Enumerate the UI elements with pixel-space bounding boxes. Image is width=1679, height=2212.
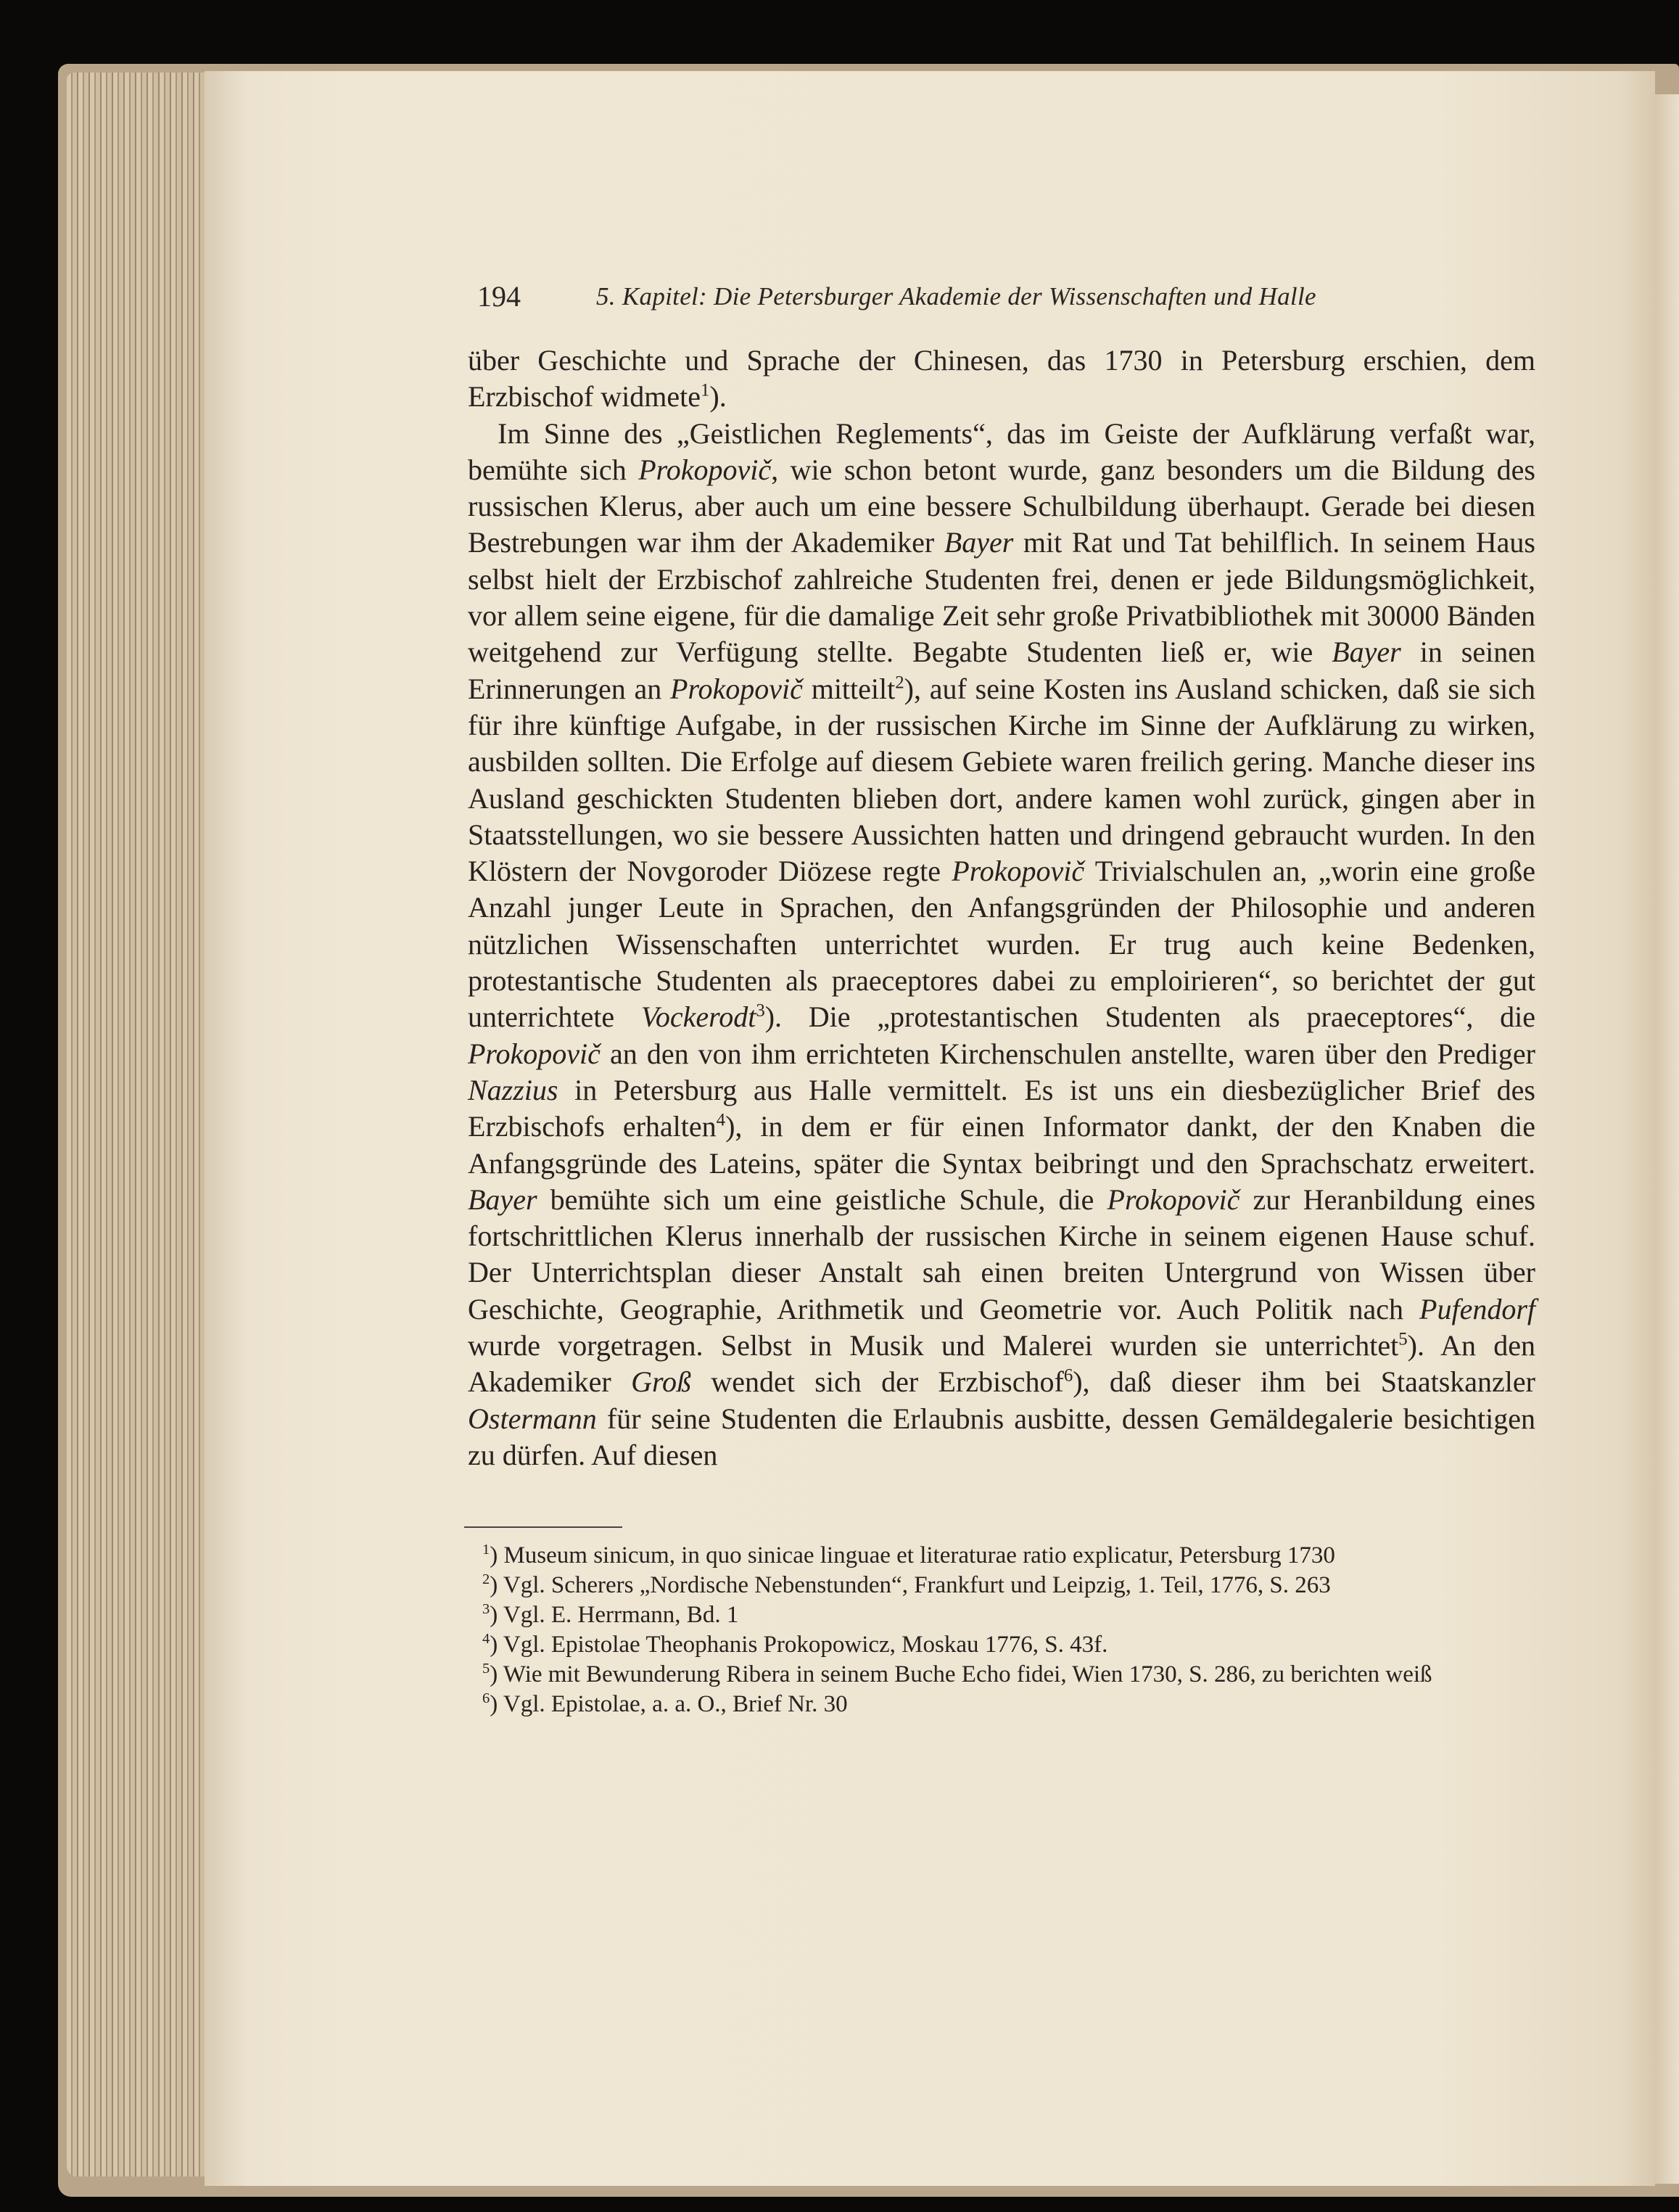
- italic-name: Pufendorf: [1419, 1292, 1535, 1325]
- footnote-paren: ): [490, 1542, 504, 1568]
- footnote-number: 4: [482, 1631, 490, 1647]
- page-header: [477, 279, 1536, 323]
- footnote-number: 2: [482, 1571, 490, 1587]
- text-run: ).: [709, 380, 727, 414]
- italic-name: Prokopovič: [638, 453, 772, 486]
- italic-name: Prokopovič: [952, 855, 1085, 888]
- footnote-text: Vgl. Epistolae Theophanis Prokopowicz, Moskau 1776, S. 43f.: [503, 1632, 1108, 1658]
- footnote-paren: ): [490, 1602, 503, 1628]
- footnote-number: 6: [482, 1690, 490, 1706]
- italic-name: Bayer: [468, 1183, 537, 1216]
- text-run: zur Heranbildung eines fortschrittlichen Klerus innerhalb der russischen Kirche in seinem eigenen Hause schuf. Der Unterrichtsplan dieser Anstalt sah einen breiten Untergrund von Wissen über Geschichte, Geographie, Arithmetik und Geometrie vor. Auch Politik nach: [468, 1183, 1536, 1325]
- text-run: mitteilt: [802, 672, 896, 705]
- italic-name: Prokopovič: [468, 1037, 601, 1070]
- footnote-ref: 4: [716, 1110, 726, 1130]
- footnote-text: Vgl. E. Herrmann, Bd. 1: [503, 1602, 739, 1628]
- footnote-ref: 3: [756, 1001, 765, 1021]
- paragraph: [468, 342, 1535, 416]
- footnote-ref: 2: [895, 673, 904, 693]
- text-run: ), in dem er für einen Informator dankt, der den Knaben die Anfangsgründe des Lateins, später die Syntax beibringt und den Sprachschatz erweitert.: [468, 1110, 1536, 1180]
- italic-name: Bayer: [944, 526, 1014, 559]
- footnote-ref: 5: [1398, 1329, 1408, 1349]
- text-run: wendet sich der Erzbischof: [691, 1365, 1064, 1399]
- footnote-paren: ): [490, 1632, 503, 1658]
- text-run: mit Rat und Tat behilflich. In seinem Haus selbst hielt der Erzbischof zahlreiche Studenten frei, denen er jede Bildungsmöglichkeit, vor allem seine eigene, für die damalige Zeit sehr große Privatbibliothek mit 30000 Bänden weitgehend zur Verfügung stellte. Begabte Studenten ließ er, wie: [468, 526, 1536, 669]
- italic-name: Prokopovič: [670, 672, 803, 705]
- text-run: bemühte sich um eine geistliche Schule, die: [537, 1183, 1107, 1216]
- text-run: in Petersburg aus Halle vermittelt. Es ist uns ein diesbezüglicher Brief des Erzbischofs erhalten: [468, 1073, 1535, 1143]
- footnote: [464, 1690, 1538, 1717]
- footnote-text: Vgl. Epistolae, a. a. O., Brief Nr. 30: [503, 1691, 848, 1717]
- running-title: 5. Kapitel: Die Petersburger Akademie der Wissenschaften und Halle: [596, 282, 1316, 311]
- text-run: ), daß dieser ihm bei Staatskanzler: [1073, 1365, 1535, 1399]
- italic-name: Bayer: [1332, 636, 1401, 669]
- italic-name: Vockerodt: [640, 1000, 756, 1034]
- text-run: ). Die „protestantischen Studenten als praeceptores“, die: [764, 1000, 1535, 1034]
- footnote-paren: ): [490, 1661, 503, 1687]
- footnote-number: 3: [482, 1601, 490, 1617]
- footnote: [464, 1571, 1538, 1598]
- footnote-paren: ): [490, 1572, 503, 1598]
- italic-name: Nazzius: [468, 1073, 558, 1106]
- text-run: für seine Studenten die Erlaubnis ausbitte, dessen Gemäldegalerie besichtigen zu dürfen. Auf diesen: [468, 1402, 1535, 1471]
- footnote-text: Vgl. Scherers „Nordische Nebenstunden“, Frankfurt und Leipzig, 1. Teil, 1776, S. 263: [503, 1572, 1331, 1598]
- italic-name: Prokopovič: [1107, 1183, 1240, 1216]
- footnote: [464, 1544, 1538, 1567]
- text-run: Trivialschulen an, „worin eine große Anzahl junger Leute in Sprachen, den Anfangsgründen der Philosophie und anderen nützlichen Wissenschaften unterrichtet wurden. Er trug auch keine Bedenken, protestantische Studenten als praeceptores dabei zu emploirieren“, so berichtet der gut unterrichtete: [468, 855, 1535, 1034]
- text-run: in seinen Erinnerungen an: [468, 636, 1535, 705]
- text-run: ). An den Akademiker: [468, 1329, 1535, 1399]
- footnote-text: Museum sinicum, in quo sinicae linguae et literaturae ratio explicatur, Petersburg 1730: [503, 1542, 1335, 1568]
- italic-name: Groß: [631, 1365, 692, 1399]
- text-run: , wie schon betont wurde, ganz besonders um die Bildung des russischen Klerus, aber auch um eine bessere Schulbildung überhaupt. Gerade bei diesen Bestrebungen war ihm der Akademiker: [468, 453, 1535, 559]
- main-text: [468, 342, 1535, 1473]
- italic-name: Ostermann: [468, 1402, 597, 1435]
- page-edges: [67, 73, 212, 2176]
- page-number: 194: [477, 280, 521, 313]
- footnote-number: 1: [482, 1542, 490, 1558]
- footnote-text: Wie mit Bewunderung Ribera in seinem Buche Echo fidei, Wien 1730, S. 286, zu berichten weiß: [503, 1661, 1432, 1687]
- text-run: an den von ihm errichteten Kirchenschulen anstellte, waren über den Prediger: [600, 1037, 1535, 1070]
- footnotes: [464, 1544, 1538, 1722]
- footnote: [464, 1603, 1538, 1627]
- text-run: Im Sinne des „Geistlichen Reglements“, das im Geiste der Aufklärung verfaßt war, bemühte sich: [468, 416, 1535, 486]
- paragraph: [468, 416, 1535, 1474]
- footnote-rule: [464, 1526, 622, 1528]
- footnote: [464, 1663, 1538, 1686]
- footnote-number: 5: [482, 1661, 490, 1677]
- footnote: [464, 1633, 1538, 1656]
- footnote-ref: 1: [701, 380, 710, 400]
- footnote-paren: ): [490, 1691, 503, 1717]
- text-run: über Geschichte und Sprache der Chinesen, das 1730 in Petersburg erschien, dem Erzbischof widmete: [468, 344, 1535, 414]
- text-run: wurde vorgetragen. Selbst in Musik und Malerei wurden sie unterrichtet: [468, 1329, 1399, 1362]
- footnote-ref: 6: [1063, 1365, 1073, 1386]
- text-run: ), auf seine Kosten ins Ausland schicken, daß sie sich für ihre künftige Aufgabe, in der russischen Kirche im Sinne der Aufklärung zu wirken, ausbilden sollten. Die Erfolge auf diesem Gebiete waren freilich gering. Manche dieser ins Ausland geschickten Studenten blieben dort, andere kamen wohl zurück, gingen aber in Staatsstellungen, wo sie bessere Aussichten hatten und dringend gebraucht wurden. In den Klöstern der Novgoroder Diözese regte: [468, 672, 1536, 888]
